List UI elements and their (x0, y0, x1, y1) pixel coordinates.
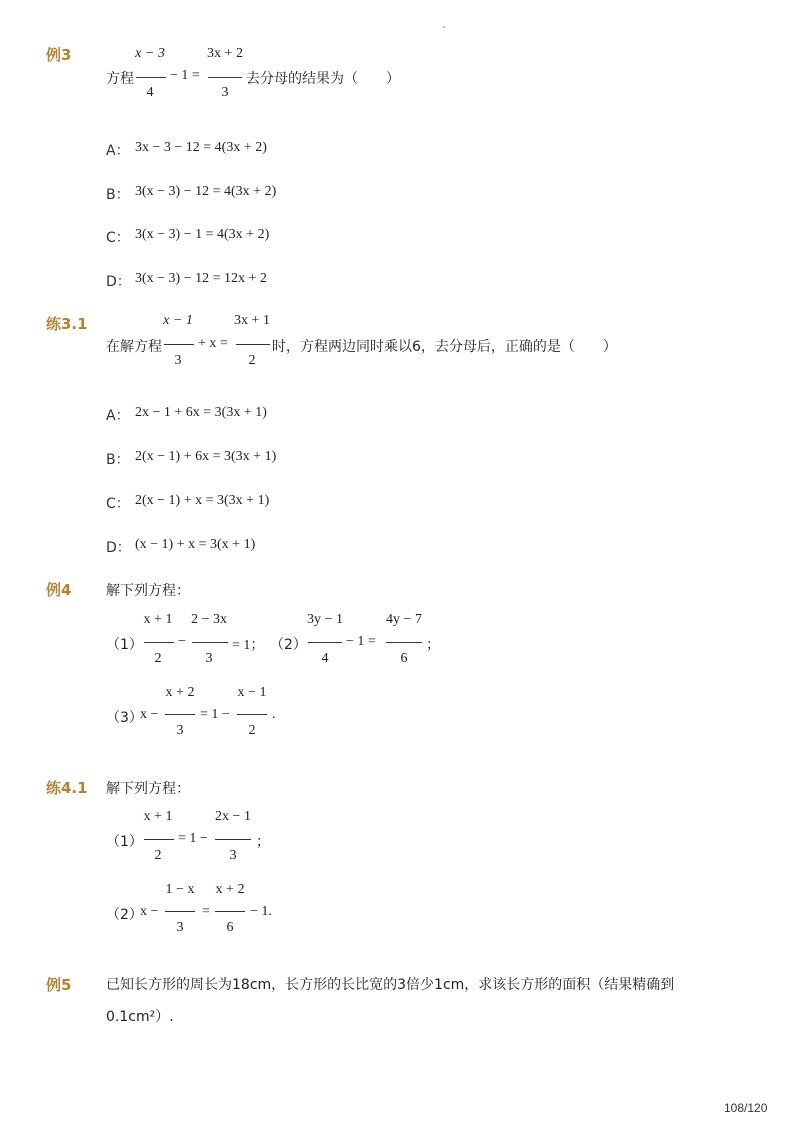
example-3-stem-suffix: 去分母的结果为（ ） (246, 71, 400, 87)
equation-tail: − 1. (250, 904, 272, 919)
fraction-numerator: x + 1 (143, 612, 173, 627)
example-4-label: 例4 (46, 581, 72, 599)
example-4-stem: 解下列方程： (106, 583, 190, 599)
fraction-denominator: 2 (154, 848, 162, 863)
equation-tail: . (272, 707, 276, 722)
example-3-label: 例3 (46, 46, 72, 64)
fraction-denominator: 3 (229, 848, 237, 863)
example-5-text-line-2: 0.1cm²）. (106, 1009, 174, 1025)
option-letter: A： (106, 408, 130, 424)
practice-3-1-label: 练3.1 (46, 315, 88, 333)
fraction-bar (215, 911, 245, 912)
fraction-denominator: 3 (176, 723, 184, 738)
fraction-bar (164, 344, 194, 345)
option-expression: 3x − 3 − 12 = 4(3x + 2) (135, 140, 267, 155)
practice-4-1-stem: 解下列方程： (106, 781, 190, 797)
option-letter: A： (106, 143, 130, 159)
fraction-bar (165, 911, 195, 912)
fraction-numerator: x + 2 (165, 685, 195, 700)
equation-operator: = (202, 904, 210, 919)
fraction-bar (208, 77, 242, 78)
equation-operator: − 1 = (170, 68, 200, 83)
fraction-denominator: 6 (400, 651, 408, 666)
fraction-bar (165, 714, 195, 715)
equation-tail: = 1； (232, 638, 265, 653)
fraction-denominator: 6 (226, 920, 234, 935)
fraction-denominator: 4 (146, 85, 154, 100)
example-3-stem-prefix: 方程 (106, 71, 134, 87)
fraction-denominator: 3 (174, 353, 182, 368)
problem-index: （2） (270, 637, 307, 653)
equation-operator: = 1 − (200, 707, 230, 722)
fraction-bar (308, 642, 342, 643)
fraction-numerator: 1 − x (165, 882, 195, 897)
option-expression: 3(x − 3) − 1 = 4(3x + 2) (135, 227, 270, 242)
equation-prefix: x − (140, 707, 159, 722)
fraction-numerator: 4y − 7 (386, 612, 422, 627)
fraction-numerator: 3y − 1 (307, 612, 343, 627)
option-expression: 3(x − 3) − 12 = 4(3x + 2) (135, 184, 277, 199)
fraction-numerator: 2x − 1 (215, 809, 251, 824)
option-letter: D： (106, 540, 131, 556)
option-expression: 3(x − 3) − 12 = 12x + 2 (135, 271, 267, 286)
option-expression: 2(x − 1) + 6x = 3(3x + 1) (135, 449, 277, 464)
fraction-numerator: 3x + 2 (207, 46, 243, 61)
fraction-denominator: 4 (321, 651, 329, 666)
equation-tail: ； (426, 638, 440, 653)
top-mark: - (442, 20, 446, 33)
option-letter: C： (106, 230, 130, 246)
practice-4-1-label: 练4.1 (46, 779, 88, 797)
fraction-bar (144, 839, 174, 840)
option-letter: C： (106, 496, 130, 512)
fraction-denominator: 3 (221, 85, 229, 100)
fraction-numerator: 3x + 1 (234, 313, 270, 328)
option-expression: 2(x − 1) + x = 3(3x + 1) (135, 493, 270, 508)
fraction-bar (192, 642, 228, 643)
fraction-numerator: x − 1 (237, 685, 267, 700)
equation-operator: = 1 − (178, 831, 208, 846)
fraction-bar (215, 839, 251, 840)
equation-operator: − 1 = (346, 634, 376, 649)
equation-operator: − (178, 634, 186, 649)
fraction-denominator: 3 (205, 651, 213, 666)
fraction-denominator: 2 (248, 353, 256, 368)
practice-3-1-stem-prefix: 在解方程 (106, 339, 162, 355)
problem-index: （2） (106, 907, 143, 923)
fraction-denominator: 2 (154, 651, 162, 666)
example-5-label: 例5 (46, 976, 72, 994)
fraction-bar (386, 642, 422, 643)
example-5-text-line-1: 已知长方形的周长为18cm，长方形的长比宽的3倍少1cm，求该长方形的面积（结果精确到 (106, 977, 675, 993)
problem-index: （1） (106, 834, 143, 850)
fraction-numerator: x − 3 (135, 46, 165, 61)
option-letter: B： (106, 187, 130, 203)
problem-index: （1） (106, 637, 143, 653)
option-expression: 2x − 1 + 6x = 3(3x + 1) (135, 405, 267, 420)
fraction-numerator: x + 2 (215, 882, 245, 897)
fraction-numerator: x + 1 (143, 809, 173, 824)
equation-tail: ； (256, 835, 270, 850)
fraction-denominator: 3 (176, 920, 184, 935)
page-number: 108/120 (724, 1101, 768, 1115)
fraction-denominator: 2 (248, 723, 256, 738)
problem-index: （3） (106, 710, 143, 726)
equation-prefix: x − (140, 904, 159, 919)
option-letter: B： (106, 452, 130, 468)
practice-3-1-stem-suffix: 时，方程两边同时乘以6，去分母后，正确的是（ ） (272, 339, 617, 355)
option-letter: D： (106, 274, 131, 290)
fraction-numerator: 2 − 3x (191, 612, 227, 627)
option-expression: (x − 1) + x = 3(x + 1) (135, 537, 256, 552)
equation-operator: + x = (198, 336, 228, 351)
fraction-bar (236, 344, 270, 345)
fraction-numerator: x − 1 (163, 313, 193, 328)
fraction-bar (144, 642, 174, 643)
fraction-bar (237, 714, 267, 715)
fraction-bar (136, 77, 166, 78)
